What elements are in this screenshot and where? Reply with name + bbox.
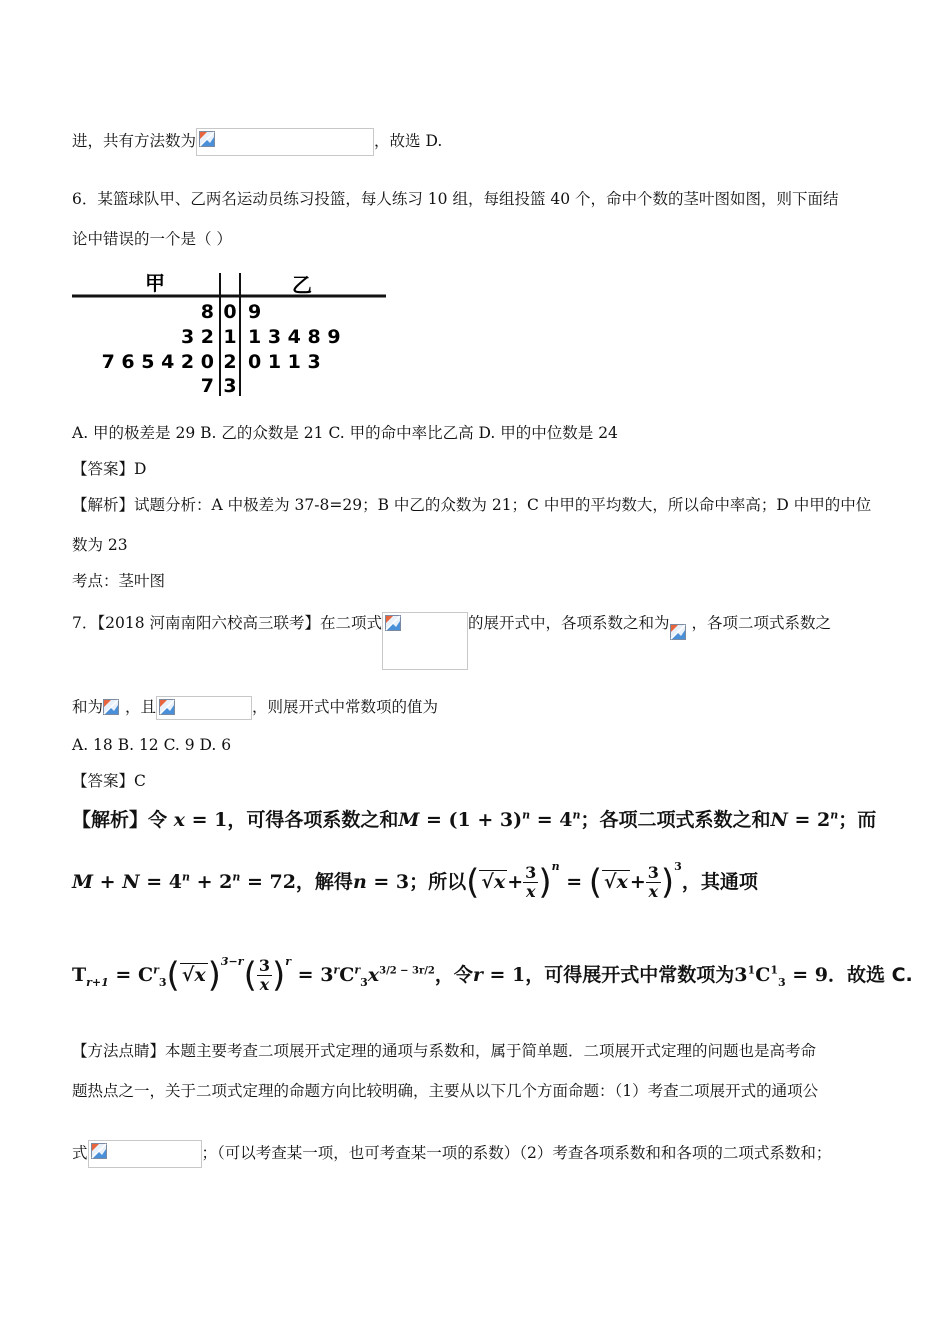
solution-line-3: $T_{r+1} = C^r_3$( √x)$^{3-r}$( $\frac{3}{x}$ )$^r = 3^rC^r_3x^{3/2 - 3r/2}$，令r = 1，可得展开式中常数项为$3^1C^1_3 = 9$．故选 C.	[72, 955, 913, 996]
text: 进，共有方法数为	[72, 132, 197, 150]
stem-leaf-plot	[70, 268, 390, 398]
leaf-left: 8	[200, 301, 214, 323]
text: ，故选 D.	[374, 132, 443, 150]
broken-image-icon	[196, 128, 374, 156]
question-7-line1	[72, 612, 831, 672]
stem: 0	[223, 301, 237, 323]
leaf-right: 9	[248, 301, 262, 323]
question-7-line2	[72, 696, 438, 720]
question-6-answer: 【答案】D	[72, 460, 147, 478]
text: 的展开式中，各项系数之和为	[468, 614, 670, 632]
question-6-options: A. 甲的极差是 29 B. 乙的众数是 21 C. 甲的命中率比乙高 D. 甲的中位数是 24	[72, 424, 618, 442]
method-line-2: 题热点之一，关于二项式定理的命题方向比较明确，主要从以下几个方面命题：（1）考查二项展开式的通项公	[72, 1082, 819, 1100]
text: ；各项二项式系数之和	[580, 809, 771, 831]
question-6-kaodian: 考点：茎叶图	[72, 572, 166, 590]
stem: 2	[223, 351, 237, 373]
text: ，各项二项式系数之	[691, 614, 832, 632]
header-left: 甲	[145, 271, 165, 295]
broken-image-icon	[156, 696, 252, 720]
question-6-analysis: 【解析】试题分析：A 中极差为 37-8=29；B 中乙的众数为 21；C 中甲的平均数大，所以命中率高；D 中甲的中位	[72, 496, 872, 514]
text: ，则展开式中常数项的值为	[252, 698, 439, 716]
text: ，可得展开式中常数项为	[525, 964, 735, 986]
method-line-1: 【方法点睛】本题主要考查二项展开式定理的通项与系数和，属于简单题．二项展开式定理的问题也是高考命	[72, 1042, 817, 1060]
method-line-3	[72, 1140, 831, 1168]
stem: 3	[223, 375, 237, 397]
text: ；而	[838, 809, 877, 831]
text: ，且	[125, 698, 157, 716]
text: ，解得	[295, 871, 353, 893]
text: 式	[72, 1144, 88, 1162]
text: ；所以	[409, 871, 467, 893]
text: 7．【2018 河南南阳六校高三联考】在二项式	[72, 614, 382, 632]
broken-image-icon	[103, 697, 125, 719]
text: 【解析】令	[72, 809, 174, 831]
question-7-options: A. 18 B. 12 C. 9 D. 6	[72, 736, 232, 754]
question-6-line2: 论中错误的一个是（ ）	[72, 230, 232, 248]
question-7-answer: 【答案】C	[72, 772, 146, 790]
leaf-left: 7	[200, 375, 214, 397]
leaf-left: 7 6 5 4 2 0	[101, 351, 214, 373]
text: 和为	[72, 698, 104, 716]
broken-image-icon	[382, 612, 468, 670]
question-6-analysis-cont: 数为 23	[72, 536, 128, 554]
text: ，其通项	[681, 871, 758, 893]
leaf-right: 1 3 4 8 9	[248, 326, 341, 348]
stem: 1	[223, 326, 237, 348]
header-right: 乙	[292, 273, 312, 297]
broken-image-icon	[88, 1140, 202, 1168]
solution-line-2: $M + N = 4^n + 2^n = 72$，解得n = 3；所以( √x + $\frac{3}{x}$ )$^n$ = ( √x + $\frac{3}{x}$ )$^3$，其通项	[72, 860, 758, 903]
question-6-line1: 6．某篮球队甲、乙两名运动员练习投篮，每人练习 10 组，每组投篮 40 个，命中个数的茎叶图如图，则下面结	[72, 190, 839, 208]
leaf-left: 3 2	[180, 326, 214, 348]
text: ，可得各项系数之和	[227, 809, 399, 831]
leaf-right: 0 1 1 3	[248, 351, 321, 373]
solution-line-1: 【解析】令 x = 1，可得各项系数之和$M = (1 + 3)^n = 4^n$；各项二项式系数之和$N = 2^n$；而	[72, 808, 877, 831]
broken-image-icon	[670, 622, 692, 644]
text-line	[72, 128, 442, 156]
text: ；（可以考查某一项，也可考查某一项的系数）（2）考查各项系数和和各项的二项式系数和；	[201, 1144, 832, 1162]
text: ．故选 C.	[828, 964, 913, 986]
text: ，令	[434, 964, 473, 986]
